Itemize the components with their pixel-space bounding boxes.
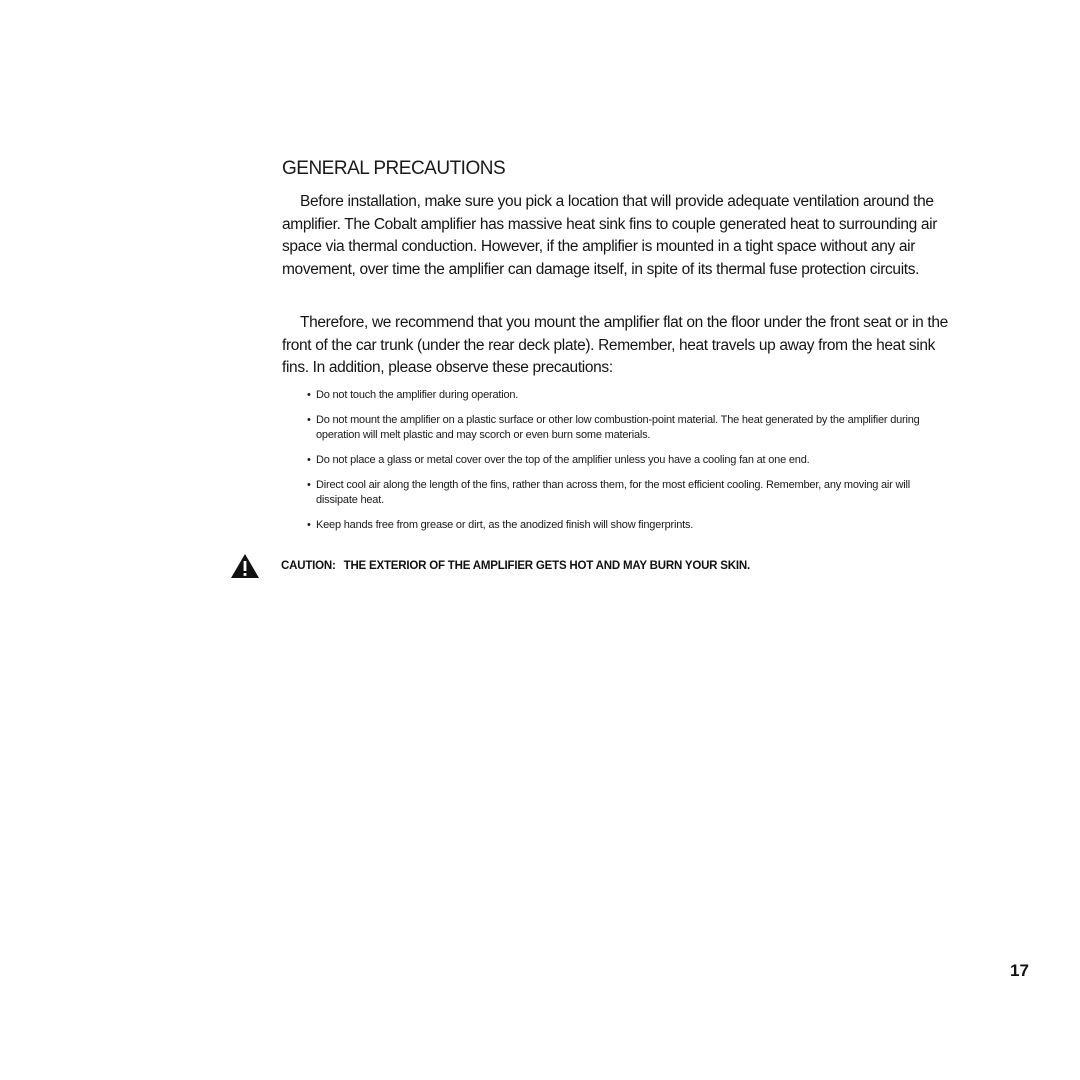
page-number: 17 [1010,961,1029,980]
list-item: • Direct cool air along the length of the fins, rather than across them, for the most efficient cooling. Remember, any moving air will dissipate heat. [307,478,947,508]
paragraph-text: Therefore, we recommend that you mount the amplifier flat on the floor under the front seat or in the front of the car trunk (under the rear deck plate). Remember, heat travels up away from the heat sink fins. In addition, please observe these precautions: [282,314,948,376]
paragraph-mounting-recommendation [282,312,962,380]
paragraph-ventilation [282,191,962,281]
list-item: • Do not mount the amplifier on a plastic surface or other low combustion-point material. The heat generated by the amplifier during operation will melt plastic and may scorch or even burn some materials. [307,413,947,443]
list-item: • Keep hands free from grease or dirt, as the anodized finish will show fingerprints. [307,518,947,533]
caution-notice [230,553,750,579]
caution-text [281,560,750,572]
caution-label: CAUTION: [281,560,336,572]
caution-message: THE EXTERIOR OF THE AMPLIFIER GETS HOT AND MAY BURN YOUR SKIN. [343,560,750,572]
warning-triangle-icon [230,553,260,579]
section-heading: GENERAL PRECAUTIONS [282,158,506,179]
paragraph-text: Before installation, make sure you pick a location that will provide adequate ventilation around the amplifier. The Cobalt amplifier has massive heat sink fins to couple generated heat to surrounding air space via thermal conduction. However, if the amplifier is mounted in a tight space without any air movement, over time the amplifier can damage itself, in spite of its thermal fuse protection circuits. [282,193,938,278]
precautions-list [307,388,947,543]
list-item: • Do not touch the amplifier during operation. [307,388,947,403]
list-item: • Do not place a glass or metal cover over the top of the amplifier unless you have a cooling fan at one end. [307,453,947,468]
